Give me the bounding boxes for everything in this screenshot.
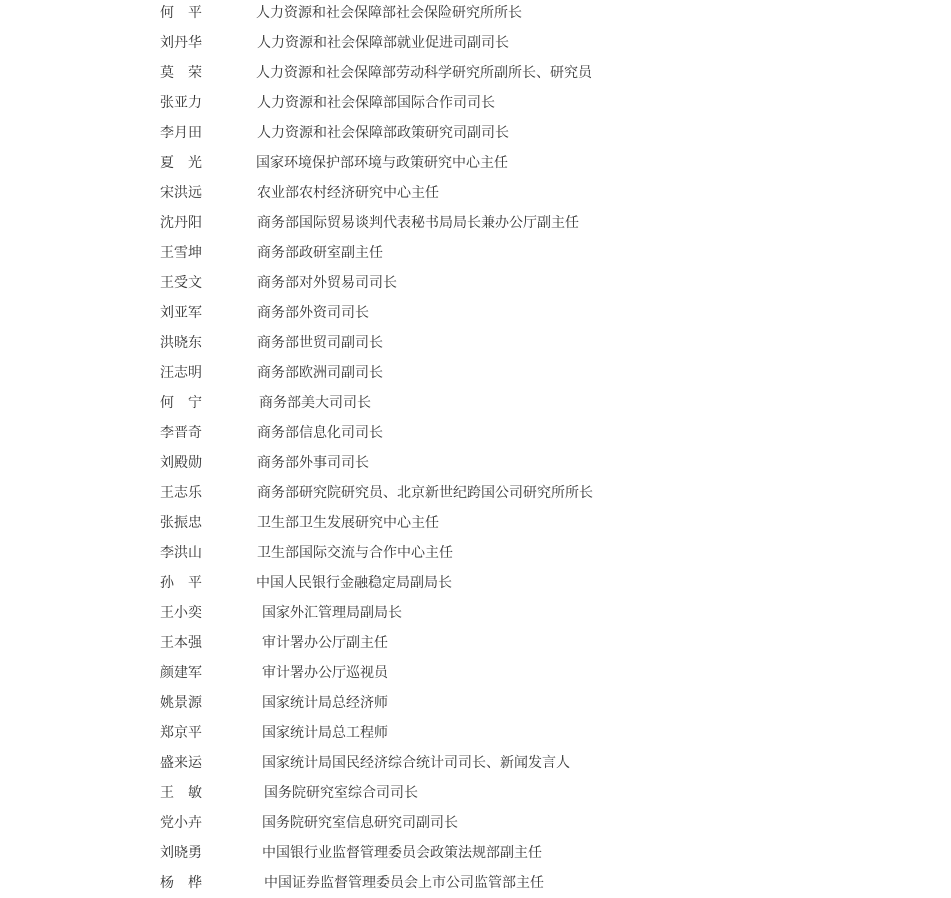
person-name: 刘亚军 xyxy=(160,305,202,321)
person-name: 王受文 xyxy=(160,275,202,291)
person-title: 卫生部卫生发展研究中心主任 xyxy=(257,515,439,531)
person-name: 姚景源 xyxy=(160,695,202,711)
person-name: 杨 桦 xyxy=(160,875,202,891)
roster-row xyxy=(0,268,951,298)
roster-row xyxy=(0,598,951,628)
roster-row xyxy=(0,208,951,238)
person-name: 沈丹阳 xyxy=(160,215,202,231)
person-title: 国家统计局总经济师 xyxy=(262,695,388,711)
person-name: 刘丹华 xyxy=(160,35,202,51)
person-title: 商务部外事司司长 xyxy=(257,455,369,471)
person-name: 王 敏 xyxy=(160,785,202,801)
person-title: 人力资源和社会保障部劳动科学研究所副所长、研究员 xyxy=(256,65,592,81)
person-name: 王志乐 xyxy=(160,485,202,501)
person-name: 刘殿勋 xyxy=(160,455,202,471)
person-name: 孙 平 xyxy=(160,575,202,591)
person-name: 盛来运 xyxy=(160,755,202,771)
person-title: 审计署办公厅巡视员 xyxy=(262,665,388,681)
person-name: 张亚力 xyxy=(160,95,202,111)
person-name: 王雪坤 xyxy=(160,245,202,261)
person-title: 人力资源和社会保障部国际合作司司长 xyxy=(257,95,495,111)
roster-row xyxy=(0,808,951,838)
person-name: 宋洪远 xyxy=(160,185,202,201)
roster-row xyxy=(0,58,951,88)
person-name: 洪晓东 xyxy=(160,335,202,351)
roster-row xyxy=(0,568,951,598)
roster-row xyxy=(0,718,951,748)
person-title: 国家统计局国民经济综合统计司司长、新闻发言人 xyxy=(262,755,570,771)
person-name: 张振忠 xyxy=(160,515,202,531)
roster-row xyxy=(0,358,951,388)
person-title: 中国证券监督管理委员会上市公司监管部主任 xyxy=(264,875,544,891)
person-name: 颜建军 xyxy=(160,665,202,681)
roster-row xyxy=(0,448,951,478)
person-title: 中国人民银行金融稳定局副局长 xyxy=(256,575,452,591)
roster-row xyxy=(0,388,951,418)
roster-row xyxy=(0,418,951,448)
person-title: 商务部政研室副主任 xyxy=(257,245,383,261)
person-title: 商务部美大司司长 xyxy=(259,395,371,411)
person-title: 农业部农村经济研究中心主任 xyxy=(257,185,439,201)
roster-row xyxy=(0,118,951,148)
roster-row xyxy=(0,178,951,208)
person-title: 商务部欧洲司副司长 xyxy=(257,365,383,381)
person-title: 卫生部国际交流与合作中心主任 xyxy=(257,545,453,561)
person-title: 国家外汇管理局副局长 xyxy=(262,605,402,621)
roster-row xyxy=(0,28,951,58)
roster-row xyxy=(0,778,951,808)
person-name: 党小卉 xyxy=(160,815,202,831)
roster-row xyxy=(0,688,951,718)
person-name: 何 宁 xyxy=(160,395,202,411)
roster-row xyxy=(0,538,951,568)
person-title: 商务部外资司司长 xyxy=(257,305,369,321)
person-title: 国家环境保护部环境与政策研究中心主任 xyxy=(256,155,508,171)
roster-row xyxy=(0,298,951,328)
roster-row xyxy=(0,478,951,508)
roster-row xyxy=(0,748,951,778)
person-name: 李晋奇 xyxy=(160,425,202,441)
person-name: 何 平 xyxy=(160,5,202,21)
person-title: 商务部研究院研究员、北京新世纪跨国公司研究所所长 xyxy=(257,485,593,501)
person-title: 国务院研究室信息研究司副司长 xyxy=(262,815,458,831)
person-title: 人力资源和社会保障部就业促进司副司长 xyxy=(257,35,509,51)
roster-row xyxy=(0,658,951,688)
person-title: 国务院研究室综合司司长 xyxy=(264,785,418,801)
roster-row xyxy=(0,868,951,898)
person-name: 李洪山 xyxy=(160,545,202,561)
roster-row xyxy=(0,628,951,658)
person-name: 莫 荣 xyxy=(160,65,202,81)
person-name: 汪志明 xyxy=(160,365,202,381)
roster-row xyxy=(0,238,951,268)
person-title: 商务部对外贸易司司长 xyxy=(257,275,397,291)
person-title: 人力资源和社会保障部社会保险研究所所长 xyxy=(256,5,522,21)
roster-row xyxy=(0,328,951,358)
roster-row xyxy=(0,148,951,178)
roster-row xyxy=(0,0,951,28)
person-name: 王本强 xyxy=(160,635,202,651)
person-title: 商务部世贸司副司长 xyxy=(257,335,383,351)
person-name: 李月田 xyxy=(160,125,202,141)
roster-row xyxy=(0,838,951,868)
person-name: 王小奕 xyxy=(160,605,202,621)
roster-row xyxy=(0,88,951,118)
roster-row xyxy=(0,508,951,538)
person-name: 夏 光 xyxy=(160,155,202,171)
person-title: 商务部国际贸易谈判代表秘书局局长兼办公厅副主任 xyxy=(257,215,579,231)
person-title: 国家统计局总工程师 xyxy=(262,725,388,741)
person-name: 刘晓勇 xyxy=(160,845,202,861)
person-name: 郑京平 xyxy=(160,725,202,741)
person-title: 中国银行业监督管理委员会政策法规部副主任 xyxy=(262,845,542,861)
person-title: 人力资源和社会保障部政策研究司副司长 xyxy=(257,125,509,141)
person-title: 审计署办公厅副主任 xyxy=(262,635,388,651)
person-title: 商务部信息化司司长 xyxy=(257,425,383,441)
